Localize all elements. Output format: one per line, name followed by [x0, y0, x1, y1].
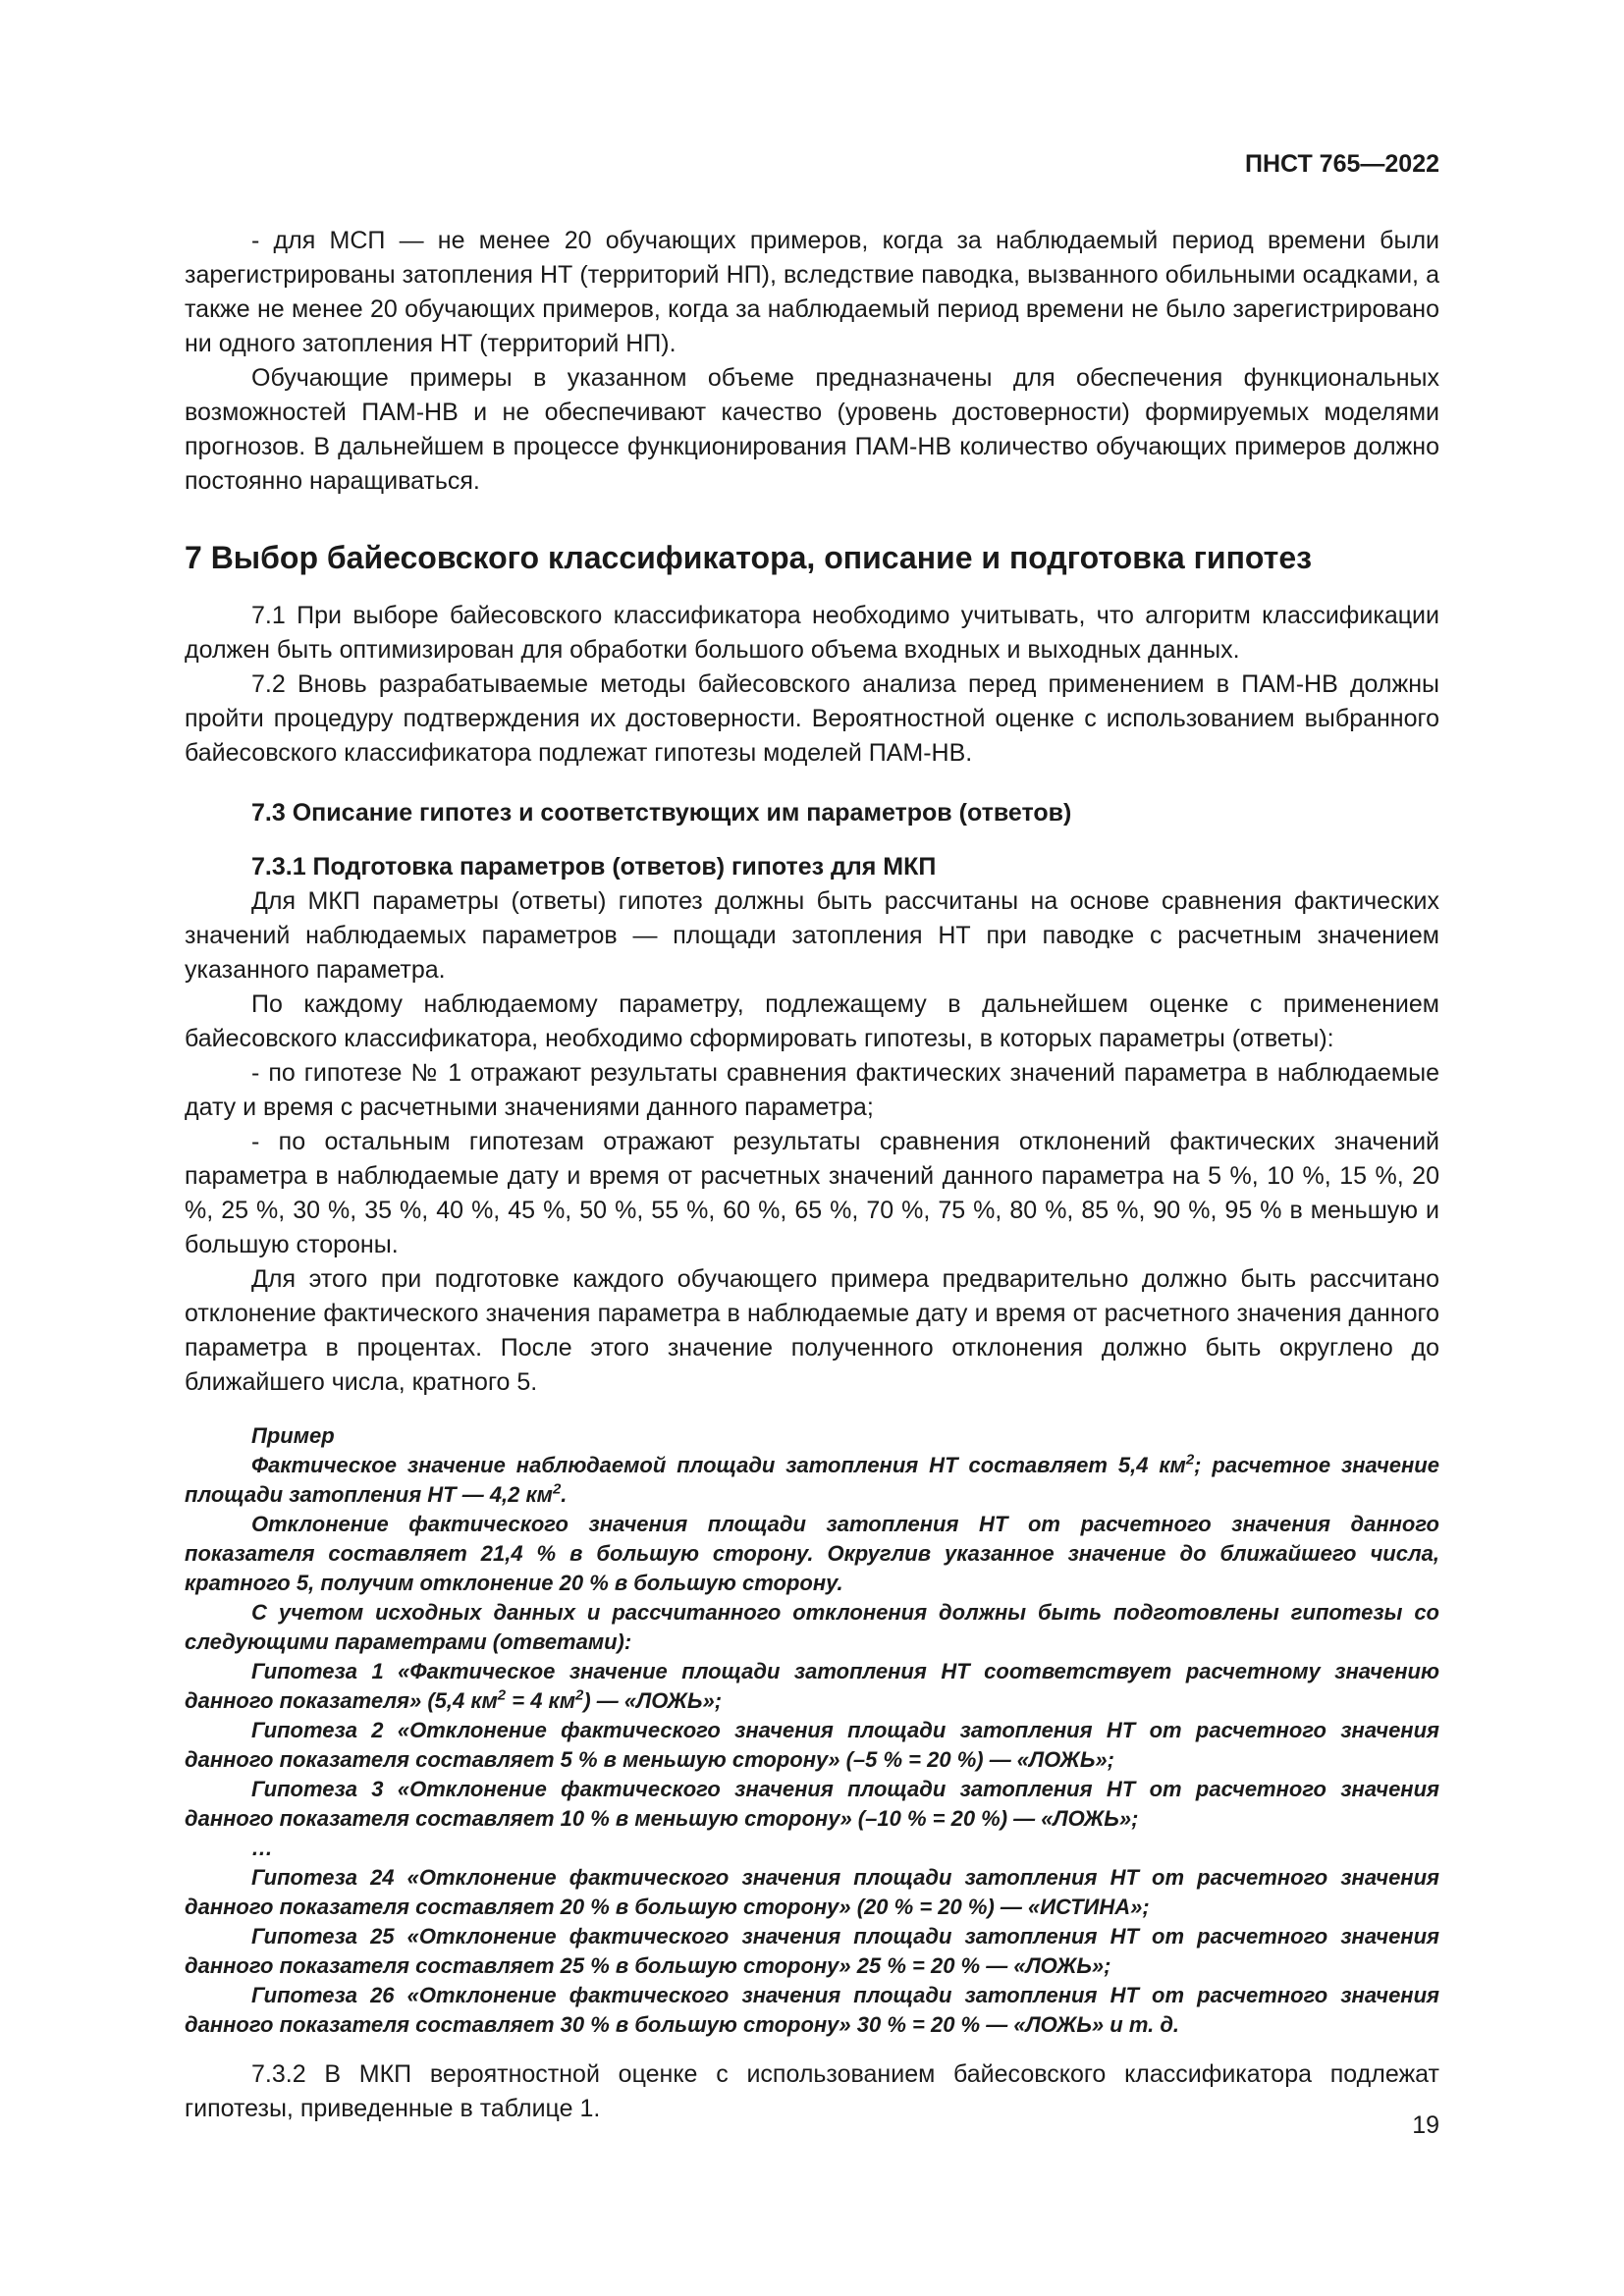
hypothesis-26: Гипотеза 26 «Отклонение фактического значения площади затопления НТ от расчетного значения данного показателя составляет 30 % в большую сторону» 30 % = 20 % — «ЛОЖЬ» и т. д. — [185, 1983, 1439, 2037]
hypothesis-1: Гипотеза 1 «Фактическое значение площади затопления НТ соответствует расчетному значению данного показателя» (5,4 $км^2 = 4$ $км^2$) — «ЛОЖЬ»; — [185, 1659, 1439, 1713]
paragraph-7-1: 7.1 При выборе байесовского классификатора необходимо учитывать, что алгоритм классификации должен быть оптимизирован для обработки большого объема входных и выходных данных. — [185, 602, 1439, 664]
paragraph-7-3-1-a: Для МКП параметры (ответы) гипотез должны быть рассчитаны на основе сравнения фактических значений наблюдаемых параметров — площади затопления НТ при паводке с расчетным значением указанного параметра. — [185, 887, 1439, 984]
paragraph-msp-examples: - для МСП — не менее 20 обучающих примеров, когда за наблюдаемый период времени были зарегистрированы затопления НТ (территорий НП), вследствие паводка, вызванного обильными осадками, а также не менее 20 обучающих примеров, когда за наблюдаемый период времени не было зарегистрировано ни одного затопления НТ (территорий НП). — [185, 227, 1439, 357]
hypothesis-24: Гипотеза 24 «Отклонение фактического значения площади затопления НТ от расчетного значения данного показателя составляет 20 % в большую сторону» (20 % = 20 %) — «ИСТИНА»; — [185, 1865, 1439, 1919]
hypothesis-2: Гипотеза 2 «Отклонение фактического значения площади затопления НТ от расчетного значения данного показателя составляет 5 % в меньшую сторону» (–5 % = 20 %) — «ЛОЖЬ»; — [185, 1718, 1439, 1772]
paragraph-7-2: 7.2 Вновь разрабатываемые методы байесовского анализа перед применением в ПАМ-НВ должны пройти процедуру подтверждения их достоверности. Вероятностной оценке с использованием выбранного байесовского классификатора подлежат гипотезы моделей ПАМ-НВ. — [185, 670, 1439, 767]
example-block — [185, 1421, 1439, 2040]
paragraph-7-3-1-d: - по остальным гипотезам отражают результаты сравнения отклонений фактических значений параметра в наблюдаемые дату и время от расчетных значений данного параметра на 5 %, 10 %, 15 %, 20 %, 25 %, 30 %, 35 %, 40 %, 45 %, 50 %, 55 %, 60 %, 65 %, 70 %, 75 %, 80 %, 85 %, 90 %, 95 % в меньшую и большую стороны. — [185, 1128, 1439, 1258]
hypothesis-25: Гипотеза 25 «Отклонение фактического значения площади затопления НТ от расчетного значения данного показателя составляет 25 % в большую сторону» 25 % = 20 % — «ЛОЖЬ»; — [185, 1924, 1439, 1978]
example-line-2: Отклонение фактического значения площади затопления НТ от расчетного значения данного показателя составляет 21,4 % в большую сторону. Округлив указанное значение до ближайшего числа, кратного 5, получим отклонение 20 % в большую сторону. — [185, 1512, 1439, 1595]
paragraph-training-examples: Обучающие примеры в указанном объеме предназначены для обеспечения функциональных возможностей ПАМ-НВ и не обеспечивают качество (уровень достоверности) формируемых моделями прогнозов. В дальнейшем в процессе функционирования ПАМ-НВ количество обучающих примеров должно постоянно наращиваться. — [185, 364, 1439, 495]
example-line-1: Фактическое значение наблюдаемой площади затопления НТ составляет 5,4 $км^2$; расчетное значение площади затопления НТ — 4,2 $км^2$. — [185, 1451, 1439, 1507]
section-7-heading: 7 Выбор байесовского классификатора, описание и подготовка гипотез — [185, 540, 1313, 575]
paragraph-7-3-1-b: По каждому наблюдаемому параметру, подлежащему в дальнейшем оценке с применением байесовского классификатора, необходимо сформировать гипотезы, в которых параметры (ответы): — [185, 990, 1439, 1052]
hypothesis-3: Гипотеза 3 «Отклонение фактического значения площади затопления НТ от расчетного значения данного показателя составляет 10 % в меньшую сторону» (–10 % = 20 %) — «ЛОЖЬ»; — [185, 1777, 1439, 1831]
paragraph-7-3-1-e: Для этого при подготовке каждого обучающего примера предварительно должно быть рассчитано отклонение фактического значения параметра в наблюдаемые дату и время от расчетного значения данного параметра в процентах. После этого значение полученного отклонения должно быть округлено до ближайшего числа, кратного 5. — [185, 1265, 1439, 1396]
page-number: 19 — [1412, 2111, 1439, 2139]
paragraph-7-3-1-c: - по гипотезе № 1 отражают результаты сравнения фактических значений параметра в наблюдаемые дату и время с расчетными значениями данного параметра; — [185, 1059, 1439, 1121]
subsection-7-3-heading: 7.3 Описание гипотез и соответствующих им параметров (ответов) — [251, 799, 1072, 827]
subsection-7-3-1-heading: 7.3.1 Подготовка параметров (ответов) гипотез для МКП — [251, 853, 937, 881]
example-heading: Пример — [251, 1423, 335, 1448]
paragraph-7-3-2: 7.3.2 В МКП вероятностной оценке с использованием байесовского классификатора подлежат гипотезы, приведенные в таблице 1. — [185, 2060, 1439, 2122]
page-content — [185, 224, 1439, 2126]
example-line-3: С учетом исходных данных и рассчитанного отклонения должны быть подготовлены гипотезы со следующими параметрами (ответами): — [185, 1600, 1439, 1654]
hypothesis-ellipsis: … — [251, 1836, 273, 1860]
document-code: ПНСТ 765—2022 — [1245, 150, 1439, 178]
